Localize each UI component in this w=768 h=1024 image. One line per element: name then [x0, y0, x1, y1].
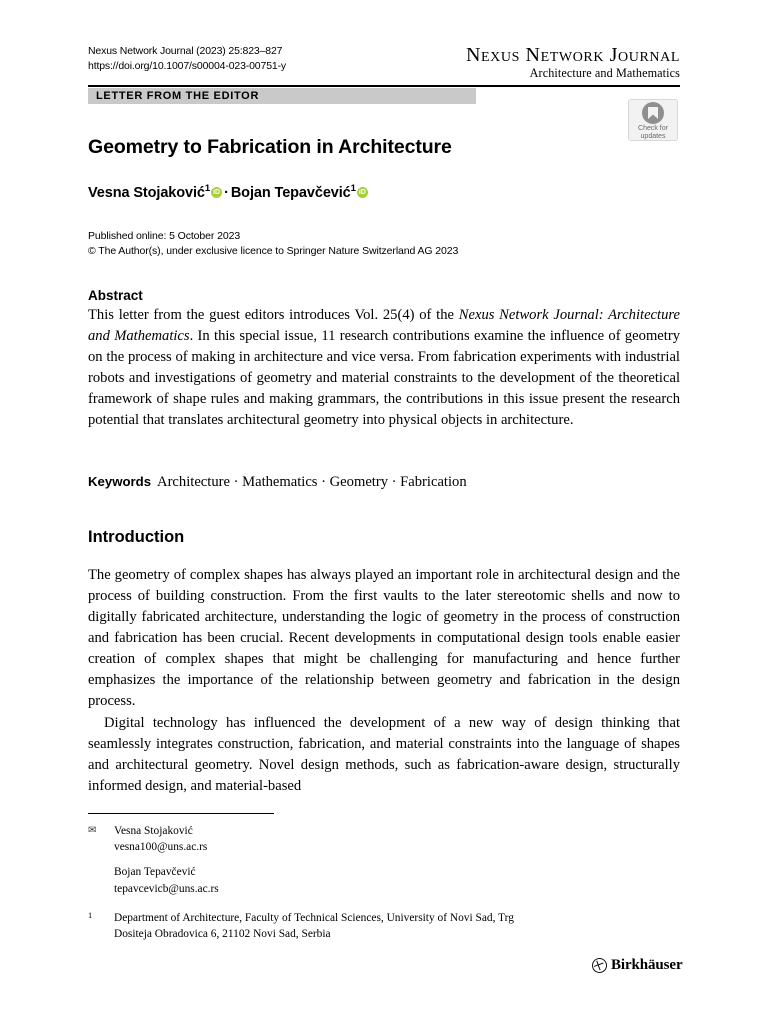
envelope-icon: ✉ — [88, 825, 97, 836]
section-type-band — [88, 88, 476, 104]
section-type-label: LETTER FROM THE EDITOR — [96, 90, 260, 102]
corresponding-author-details — [114, 823, 207, 855]
keywords-label: Keywords — [88, 474, 152, 489]
abstract-part-1: This letter from the guest editors introduces Vol. 25(4) of the — [88, 307, 459, 323]
header-divider — [88, 85, 680, 87]
keywords-list: Architecture · Mathematics · Geometry · Fabrication — [157, 474, 467, 490]
author-affiliation-mark-1: 1 — [204, 183, 211, 194]
crossmark-badge[interactable] — [628, 99, 678, 141]
publisher-name: Birkhäuser — [611, 957, 683, 973]
second-author-name: Bojan Tepavčević — [114, 866, 196, 879]
affiliation-details — [114, 910, 514, 942]
abstract-part-2: . In this special issue, 11 research contributions examine the influence of geometry on the process of making in architecture and vice versa. From fabrication experiments with industrial robots and investigations of geometry and material constraints to the development of the theoretical framework of shape rules and making grammars, the contributions in this issue present the research potential that translates architectural geometry into physical objects in architecture. — [88, 328, 680, 429]
second-author-mark — [88, 864, 114, 896]
author-list — [88, 183, 688, 201]
author-affiliation-mark-2: 1 — [350, 183, 356, 194]
citation-line-1: Nexus Network Journal (2023) 25:823–827 — [88, 45, 283, 57]
keywords-section — [88, 474, 680, 491]
copyright-line: © The Author(s), under exclusive licence to Springer Nature Switzerland AG 2023 — [88, 245, 459, 258]
affiliation-mark: 1 — [88, 910, 93, 920]
doi-link[interactable]: https://doi.org/10.1007/s00004-023-00751-y — [88, 59, 287, 72]
journal-logo-title: Nexus Network Journal — [465, 44, 680, 66]
citation-block — [88, 44, 286, 74]
abstract-heading: Abstract — [88, 288, 143, 303]
affiliation-note — [88, 910, 648, 942]
published-online-date: Published online: 5 October 2023 — [88, 230, 241, 242]
crossmark-icon — [642, 102, 664, 124]
author-separator: · — [224, 184, 229, 201]
introduction-body — [88, 565, 680, 797]
masthead — [88, 44, 680, 80]
crossmark-label-line1: Check for — [638, 125, 668, 132]
affiliation-line-1: Department of Architecture, Faculty of Technical Sciences, University of Novi Sad, Trg — [114, 911, 514, 924]
corresponding-author-email[interactable]: vesna100@uns.ac.rs — [114, 841, 208, 854]
abstract-section — [88, 288, 680, 431]
second-author-details — [114, 864, 219, 896]
affiliation-line-2: Dositeja Obradovica 6, 21102 Novi Sad, Serbia — [114, 927, 331, 940]
corresponding-author-name: Vesna Stojaković — [114, 825, 193, 837]
introduction-paragraph-1: The geometry of complex shapes has always played an important role in architectural design and the process of building construction. From the first vaults to the later stereotomic shells and now to digitally fabricated architecture, understanding the logic of geometry in the process of construction and fabrication has been crucial. Recent developments in computational design tools enable easier creation of complex shapes that might be challenging for manufacturing and hence further emphasizes the importance of the relationship between geometry and fabrication in the design process. — [88, 567, 680, 710]
publication-info — [88, 229, 688, 259]
introduction-paragraph-2: Digital technology has influenced the development of a new way of design thinking that seamlessly integrates construction, fabrication, and material constraints into the language of shapes and architectural geometry. Novel design methods, such as fabrication-aware design, structurally informed design, and material-based — [88, 714, 680, 794]
page-title: Geometry to Fabrication in Architecture — [88, 136, 452, 158]
second-author-note — [88, 864, 648, 896]
crossmark-label-line2: updates — [640, 132, 666, 140]
journal-logo-subtitle: Architecture and Mathematics — [529, 66, 680, 80]
publisher-logo — [592, 957, 683, 974]
birkhauser-mark-icon — [590, 956, 609, 975]
orcid-icon[interactable] — [357, 187, 368, 198]
footnote-divider — [88, 813, 274, 814]
author-name-1[interactable]: Vesna Stojaković — [88, 184, 205, 201]
introduction-heading: Introduction — [88, 528, 185, 546]
abstract-text — [88, 305, 680, 431]
author-name-2[interactable]: Bojan Tepavčević — [230, 184, 351, 201]
footnote-block — [88, 823, 648, 951]
journal-logo — [466, 44, 680, 80]
corresponding-author-note — [88, 823, 648, 855]
orcid-icon[interactable] — [211, 187, 222, 198]
abstract-journal-name: Nexus Network Journal: Architecture and Mathematics — [88, 307, 680, 345]
second-author-email[interactable]: tepavcevicb@uns.ac.rs — [114, 882, 219, 895]
